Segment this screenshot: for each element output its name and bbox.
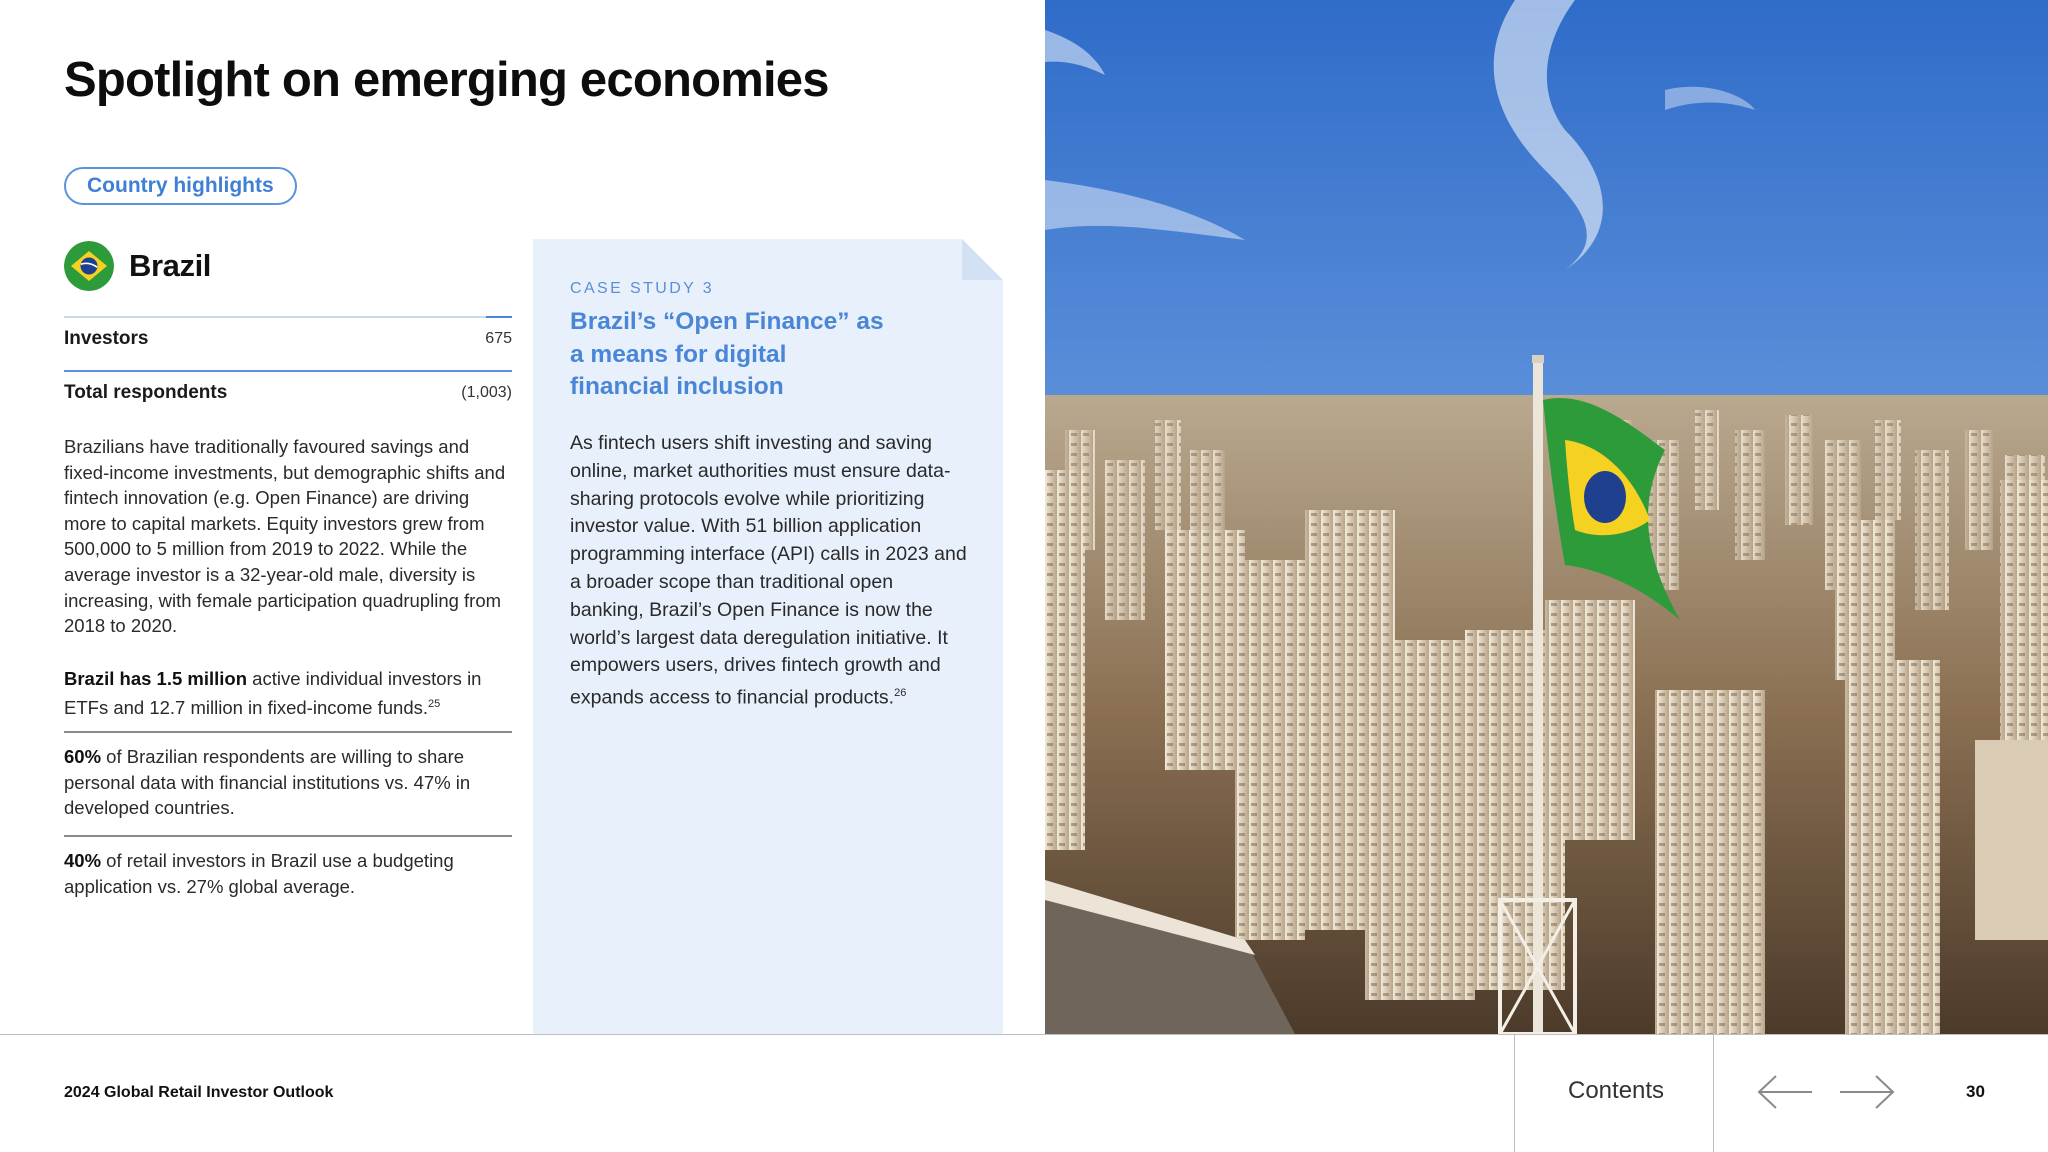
- stat-row-total-respondents: [64, 370, 512, 424]
- brazil-flag-icon: [64, 241, 114, 291]
- footer-separator: [1713, 1035, 1714, 1152]
- page-title: Spotlight on emerging economies: [64, 53, 829, 107]
- country-intro: Brazilians have traditionally favoured savings and fixed-income investments, but demographic shifts and fintech innovation (e.g. Open Finance) are driving more to capital markets. Equity investors grew from 500,000 to 5 million from 2019 to 2022. While the average investor is a 32-year-old male, diversity is increasing, with female participation quadrupling from 2018 to 2020.: [64, 436, 506, 637]
- fact-bold: 60%: [64, 746, 102, 767]
- footer-divider: [0, 1034, 2048, 1035]
- fact-text: of Brazilian respondents are willing to share personal data with financial institutions vs. 47% in developed countries.: [64, 746, 471, 819]
- stat-label: Investors: [64, 328, 149, 349]
- fact-budgeting: [64, 835, 512, 899]
- fact-text: active individual investors in ETFs and 12.7 million in fixed-income funds.: [64, 668, 482, 718]
- stat-label: Total respondents: [64, 382, 228, 403]
- footnote-ref: 25: [428, 697, 441, 710]
- country-header: [64, 241, 211, 291]
- stat-row-investors: [64, 316, 512, 370]
- page-number: 30: [1966, 1082, 1985, 1101]
- country-highlights-pill: Country highlights: [64, 167, 297, 205]
- case-study-text: As fintech users shift investing and saving online, market authorities must ensure data-sharing protocols evolve while prioritizing investor value. With 51 billion application programming interface (API) calls in 2023 and a broader scope than traditional open banking, Brazil’s Open Finance is now the world’s largest data deregulation initiative. It empowers users, drives fintech growth and expands access to financial products.: [570, 432, 967, 709]
- fact-bold: Brazil has 1.5 million: [64, 668, 248, 689]
- footer-report-title: 2024 Global Retail Investor Outlook: [64, 1084, 334, 1101]
- footnote-ref: 26: [894, 687, 907, 700]
- stat-value: 675: [485, 330, 512, 347]
- country-name: Brazil: [129, 248, 212, 283]
- stat-value: (1,003): [461, 384, 512, 401]
- arrow-right-icon[interactable]: [1838, 1072, 1896, 1112]
- case-study-tag: CASE STUDY 3: [570, 280, 715, 297]
- contents-link[interactable]: Contents: [1568, 1077, 1665, 1104]
- arrow-left-icon[interactable]: [1756, 1072, 1814, 1112]
- footer-separator: [1514, 1035, 1515, 1152]
- fact-bold: 40%: [64, 850, 102, 871]
- fact-data-sharing: [64, 731, 512, 821]
- case-study-title: Brazil’s “Open Finance” as a means for digital financial inclusion: [570, 308, 884, 400]
- fact-text: of retail investors in Brazil use a budgeting application vs. 27% global average.: [64, 850, 454, 897]
- sao-paulo-skyline-photo: [1045, 0, 2048, 1034]
- fact-etf-investors: [64, 666, 484, 720]
- case-study-body: [570, 430, 970, 712]
